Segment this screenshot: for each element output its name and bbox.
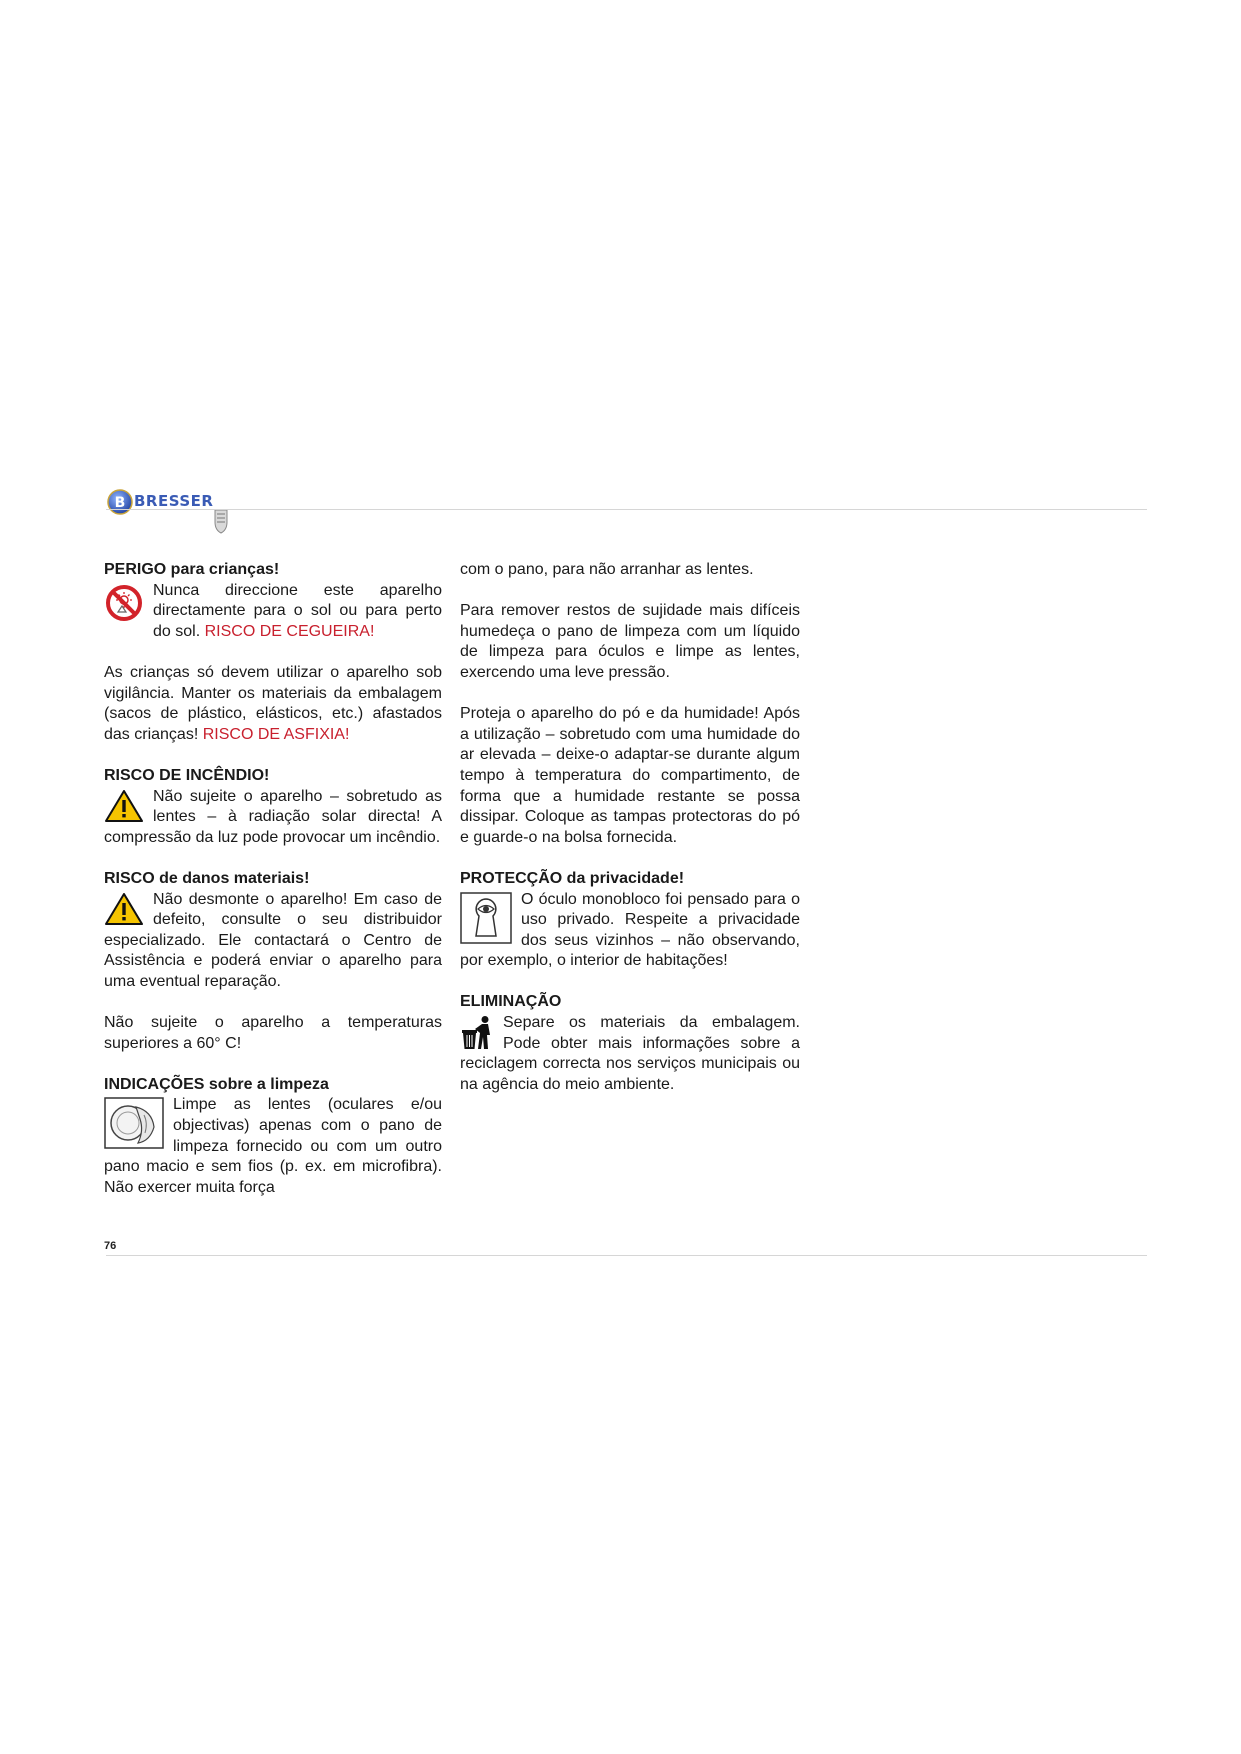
temperature-text: Não sujeite o aparelho a temperaturas superiores a 60° C! (104, 1014, 442, 1052)
disposal-section (460, 992, 800, 1095)
damage-risk-title: RISCO de danos materiais! (104, 869, 310, 887)
brand-shield-icon (214, 508, 228, 534)
temperature-section (104, 1013, 442, 1054)
cleaning-continued-text: com o pano, para não arranhar as lentes. (460, 561, 754, 578)
damage-risk-text: Não desmonte o aparelho! Em caso de defeito, consulte o seu distribuidor especializado. Ele contactará o Centro de Assistência e poderá enviar o aparelho para uma eventual reparação. (104, 890, 442, 990)
privacy-section (460, 869, 800, 972)
cleaning-text: Limpe as lentes (oculares e/ou objectivas) apenas com o pano de limpeza fornecido ou com um outro pano macio e sem fios (p. ex. em microfibra). Não exercer muita força (104, 1096, 442, 1196)
privacy-title: PROTECÇÃO da privacidade! (460, 869, 685, 887)
dust-humidity-section (460, 704, 800, 848)
recycling-bin-icon (460, 1015, 494, 1051)
no-sun-prohibition-icon (104, 583, 144, 623)
dirt-removal-text: Para remover restos de sujidade mais difíceis humedeça o pano de limpeza com um líquido de limpeza para óculos e limpe as lentes, exercendo uma leve pressão. (460, 602, 800, 681)
damage-risk-section (104, 869, 442, 993)
danger-children-section (104, 560, 442, 642)
children-supervision-section (104, 663, 442, 745)
fire-risk-section (104, 766, 442, 848)
dust-humidity-text: Proteja o aparelho do pó e da humidade! Após a utilização – sobretudo com uma humidade do ar elevada – deixe-o adaptar-se durante algum tempo à temperatura do compartimento, de forma que a humidade restante se possa dissipar. Coloque as tampas protectoras do pó e guarde-o na bolsa fornecida. (460, 705, 800, 846)
fire-risk-text: Não sujeite o aparelho – sobretudo as lentes – à radiação solar directa! A compressão da luz pode provocar um incêndio. (104, 787, 442, 846)
cleaning-continued-section (460, 560, 800, 581)
left-column (104, 560, 442, 1219)
disposal-title: ELIMINAÇÃO (460, 993, 562, 1011)
right-column (460, 560, 800, 1116)
children-supervision-text: As crianças só devem utilizar o aparelho sob vigilância. Manter os materiais da embalagem (sacos de plástico, elásticos, etc.) afastados das crianças! (104, 663, 442, 743)
danger-children-title: PERIGO para crianças! (104, 561, 280, 578)
page-number: 76 (104, 1240, 117, 1252)
danger-children-text: Nunca direccione este aparelho directamente para o sol ou para perto do sol. (153, 581, 442, 640)
dirt-removal-section (460, 601, 800, 683)
footer-rule (106, 1255, 1147, 1256)
lens-cleaning-icon (104, 1097, 164, 1149)
blindness-warning: RISCO DE CEGUEIRA! (204, 622, 375, 640)
keyhole-eye-icon (460, 892, 512, 944)
warning-triangle-icon (104, 789, 144, 823)
header-rule (106, 509, 1147, 510)
brand-logo (106, 488, 236, 536)
brand-badge-icon (106, 488, 134, 516)
fire-risk-title: RISCO DE INCÊNDIO! (104, 766, 270, 784)
brand-name: BRESSER (134, 492, 214, 510)
cleaning-section (104, 1075, 442, 1199)
cleaning-title: INDICAÇÕES sobre a limpeza (104, 1075, 329, 1093)
warning-triangle-icon (104, 892, 144, 926)
suffocation-warning: RISCO DE ASFIXIA! (202, 725, 350, 743)
privacy-text: O óculo monobloco foi pensado para o uso privado. Respeite a privacidade dos seus vizinhos – não observando, por exemplo, o interior de habitações! (460, 890, 800, 970)
svg-text:B: B (114, 495, 126, 511)
disposal-text: Separe os materiais da embalagem. Pode obter mais informações sobre a reciclagem correcta nos serviços municipais ou na agência do meio ambiente. (460, 1014, 800, 1093)
